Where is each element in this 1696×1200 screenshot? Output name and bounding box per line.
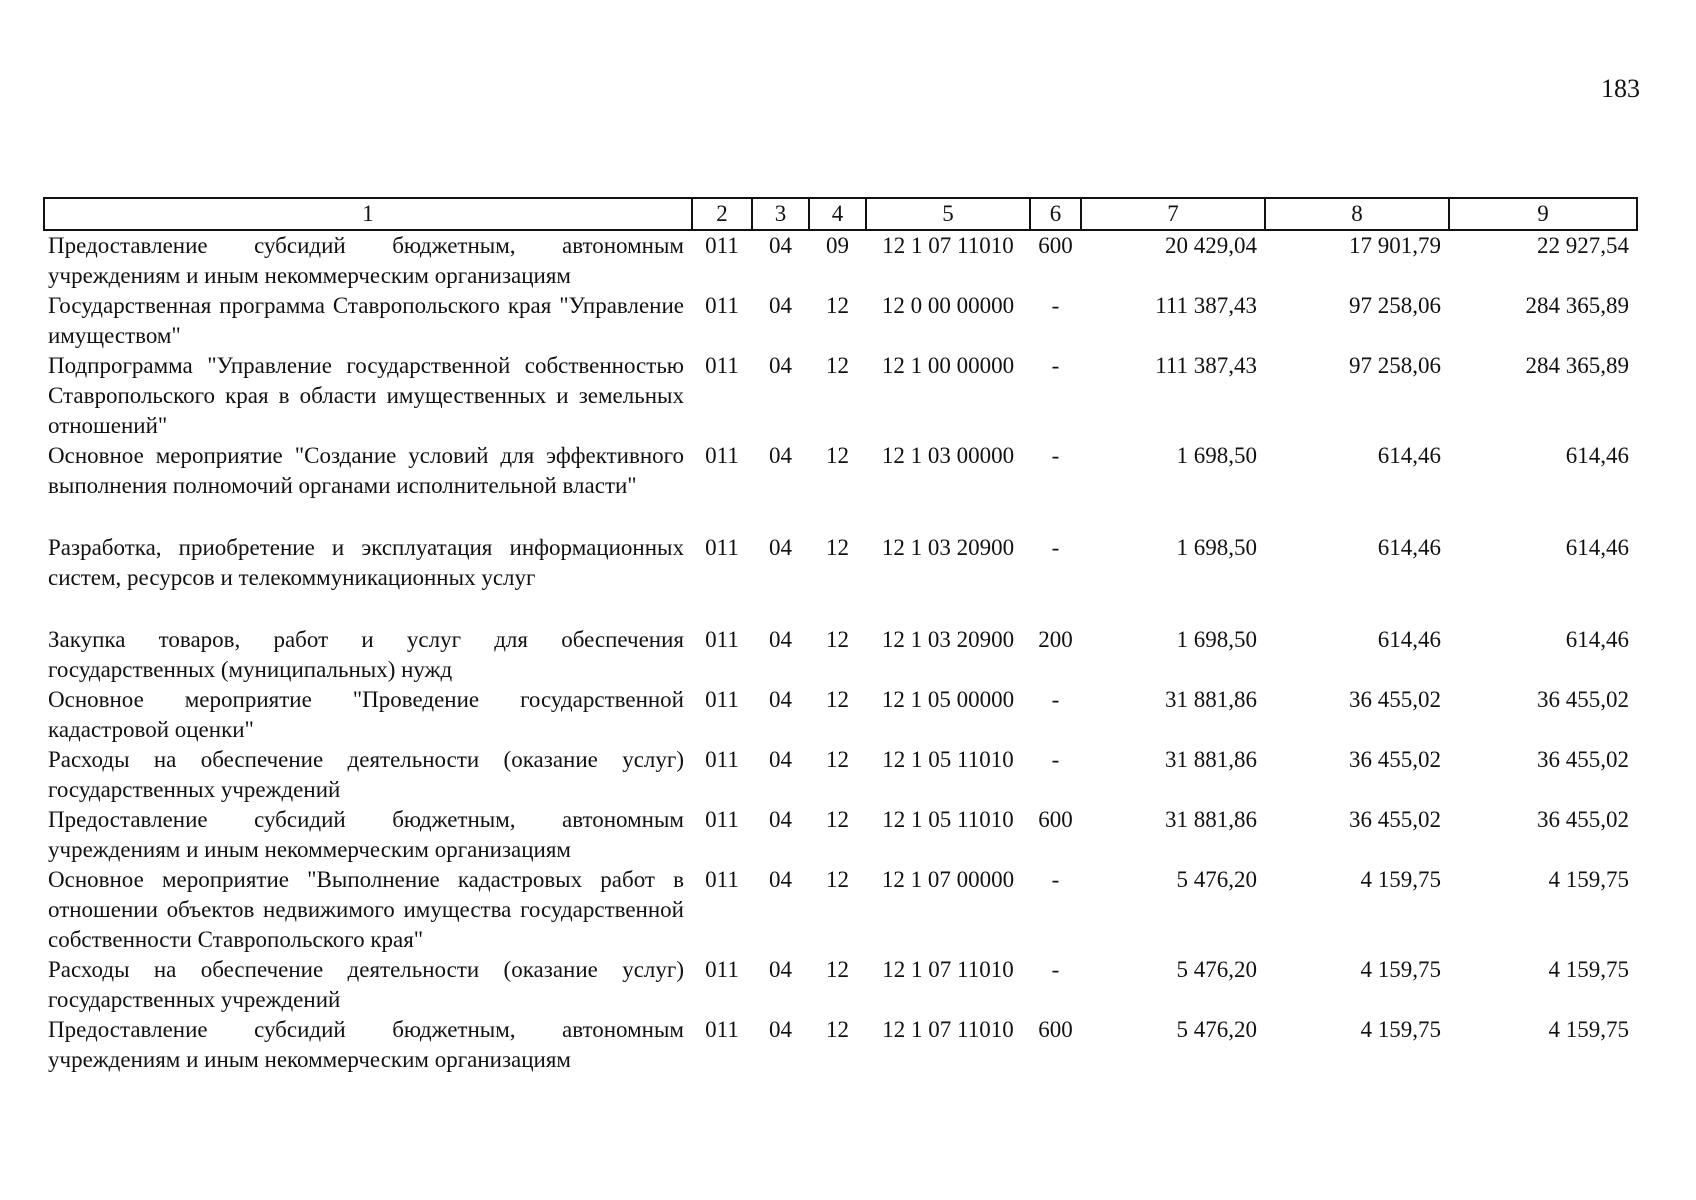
table-row — [44, 955, 1637, 1015]
amount-col-9: 614,46 — [1565, 627, 1629, 652]
header-cell: 7 — [1081, 198, 1265, 230]
amount-col-9: 36 455,02 — [1537, 807, 1629, 832]
target-code: 12 1 00 00000 — [881, 353, 1015, 378]
amount-col-7: 5 476,20 — [1176, 1017, 1257, 1042]
item-name: Государственная программа Ставропольского края "Управление имуществом" — [48, 293, 684, 348]
header-cell: 2 — [692, 198, 752, 230]
table-row — [44, 230, 1637, 291]
ministry-code: 011 — [705, 807, 739, 832]
section-code: 04 — [769, 1017, 792, 1042]
amount-col-9: 36 455,02 — [1537, 747, 1629, 772]
header-cell: 8 — [1265, 198, 1449, 230]
expense-type-code: - — [1051, 535, 1060, 560]
target-code: 12 1 07 11010 — [882, 233, 1014, 258]
amount-col-8: 17 901,79 — [1349, 233, 1441, 258]
amount-col-8: 614,46 — [1377, 443, 1441, 468]
amount-col-8: 4 159,75 — [1360, 867, 1441, 892]
target-code: 12 1 05 00000 — [881, 687, 1015, 712]
amount-col-7: 31 881,86 — [1165, 807, 1257, 832]
amount-col-9: 284 365,89 — [1525, 293, 1629, 318]
target-code: 12 1 07 00000 — [881, 867, 1015, 892]
amount-col-7: 1 698,50 — [1176, 627, 1257, 652]
header-cell: 1 — [44, 198, 692, 230]
amount-col-7: 5 476,20 — [1176, 867, 1257, 892]
ministry-code: 011 — [705, 1017, 739, 1042]
expense-type-code: - — [1051, 747, 1060, 772]
target-code: 12 1 03 20900 — [881, 627, 1015, 652]
ministry-code: 011 — [705, 747, 739, 772]
amount-col-8: 614,46 — [1377, 627, 1441, 652]
section-code: 04 — [769, 293, 792, 318]
amount-col-8: 4 159,75 — [1360, 1017, 1441, 1042]
ministry-code: 011 — [705, 687, 739, 712]
section-code: 04 — [769, 867, 792, 892]
section-code: 04 — [769, 443, 792, 468]
amount-col-8: 36 455,02 — [1349, 747, 1441, 772]
budget-table — [43, 197, 1638, 1075]
ministry-code: 011 — [705, 233, 739, 258]
amount-col-8: 36 455,02 — [1349, 687, 1441, 712]
target-code: 12 1 03 00000 — [881, 443, 1015, 468]
target-code: 12 1 05 11010 — [882, 807, 1014, 832]
expense-type-code: 600 — [1038, 1017, 1073, 1042]
subsection-code: 12 — [826, 535, 849, 560]
amount-col-8: 4 159,75 — [1360, 957, 1441, 982]
item-name: Основное мероприятие "Создание условий для эффективного выполнения полномочий органами исполнительной власти" — [48, 443, 684, 498]
ministry-code: 011 — [705, 957, 739, 982]
section-code: 04 — [769, 957, 792, 982]
header-row — [44, 198, 1637, 230]
table-row — [44, 865, 1637, 955]
header-cell: 4 — [809, 198, 866, 230]
table-row — [44, 533, 1637, 625]
subsection-code: 12 — [826, 867, 849, 892]
item-name: Подпрограмма "Управление государственной собственностью Ставропольского края в области имущественных и земельных отношений" — [48, 353, 684, 438]
table-row — [44, 441, 1637, 533]
subsection-code: 12 — [826, 747, 849, 772]
section-code: 04 — [769, 535, 792, 560]
ministry-code: 011 — [705, 443, 739, 468]
amount-col-8: 36 455,02 — [1349, 807, 1441, 832]
expense-type-code: - — [1051, 293, 1060, 318]
target-code: 12 1 03 20900 — [881, 535, 1015, 560]
expense-type-code: 600 — [1038, 233, 1073, 258]
expense-type-code: 200 — [1038, 627, 1073, 652]
amount-col-9: 284 365,89 — [1525, 353, 1629, 378]
section-code: 04 — [769, 627, 792, 652]
expense-type-code: - — [1051, 687, 1060, 712]
amount-col-9: 22 927,54 — [1537, 233, 1629, 258]
ministry-code: 011 — [705, 353, 739, 378]
section-code: 04 — [769, 747, 792, 772]
ministry-code: 011 — [705, 293, 739, 318]
ministry-code: 011 — [705, 535, 739, 560]
ministry-code: 011 — [705, 627, 739, 652]
item-name: Расходы на обеспечение деятельности (оказание услуг) государственных учреждений — [48, 747, 684, 802]
table-row — [44, 1015, 1637, 1075]
table-row — [44, 805, 1637, 865]
amount-col-7: 1 698,50 — [1176, 535, 1257, 560]
subsection-code: 12 — [826, 627, 849, 652]
expense-type-code: - — [1051, 443, 1060, 468]
amount-col-7: 31 881,86 — [1165, 747, 1257, 772]
expense-type-code: - — [1051, 957, 1060, 982]
amount-col-9: 4 159,75 — [1548, 957, 1629, 982]
amount-col-7: 111 387,43 — [1155, 293, 1257, 318]
header-cell: 3 — [752, 198, 809, 230]
target-code: 12 1 07 11010 — [882, 1017, 1014, 1042]
amount-col-9: 614,46 — [1565, 443, 1629, 468]
page-number: 183 — [1601, 74, 1640, 103]
item-name: Основное мероприятие "Проведение государственной кадастровой оценки" — [48, 687, 684, 742]
item-name: Разработка, приобретение и эксплуатация информационных систем, ресурсов и телекоммуникационных услуг — [48, 535, 684, 590]
amount-col-7: 111 387,43 — [1155, 353, 1257, 378]
item-name: Основное мероприятие "Выполнение кадастровых работ в отношении объектов недвижимого имущества государственной собственности Ставропольского края" — [48, 867, 684, 952]
header-cell: 5 — [866, 198, 1030, 230]
subsection-code: 09 — [826, 233, 849, 258]
amount-col-9: 614,46 — [1565, 535, 1629, 560]
item-name: Предоставление субсидий бюджетным, автономным учреждениям и иным некоммерческим организациям — [48, 807, 684, 862]
section-code: 04 — [769, 807, 792, 832]
subsection-code: 12 — [826, 687, 849, 712]
table-row — [44, 745, 1637, 805]
header-cell: 9 — [1449, 198, 1637, 230]
section-code: 04 — [769, 233, 792, 258]
amount-col-8: 614,46 — [1377, 535, 1441, 560]
item-name: Закупка товаров, работ и услуг для обеспечения государственных (муниципальных) нужд — [48, 627, 684, 682]
amount-col-7: 1 698,50 — [1176, 443, 1257, 468]
subsection-code: 12 — [826, 957, 849, 982]
subsection-code: 12 — [826, 443, 849, 468]
subsection-code: 12 — [826, 353, 849, 378]
header-cell: 6 — [1030, 198, 1081, 230]
expense-type-code: - — [1051, 867, 1060, 892]
subsection-code: 12 — [826, 293, 849, 318]
ministry-code: 011 — [705, 867, 739, 892]
amount-col-9: 4 159,75 — [1548, 867, 1629, 892]
target-code: 12 1 05 11010 — [882, 747, 1014, 772]
section-code: 04 — [769, 353, 792, 378]
amount-col-8: 97 258,06 — [1349, 293, 1441, 318]
table-row — [44, 291, 1637, 351]
amount-col-7: 5 476,20 — [1176, 957, 1257, 982]
expense-type-code: 600 — [1038, 807, 1073, 832]
section-code: 04 — [769, 687, 792, 712]
target-code: 12 1 07 11010 — [882, 957, 1014, 982]
table-row — [44, 685, 1637, 745]
item-name: Расходы на обеспечение деятельности (оказание услуг) государственных учреждений — [48, 957, 684, 1012]
table-row — [44, 351, 1637, 441]
amount-col-9: 36 455,02 — [1537, 687, 1629, 712]
subsection-code: 12 — [826, 1017, 849, 1042]
item-name: Предоставление субсидий бюджетным, автономным учреждениям и иным некоммерческим организациям — [48, 233, 684, 288]
subsection-code: 12 — [826, 807, 849, 832]
target-code: 12 0 00 00000 — [881, 293, 1015, 318]
amount-col-7: 31 881,86 — [1165, 687, 1257, 712]
table-row — [44, 625, 1637, 685]
amount-col-9: 4 159,75 — [1548, 1017, 1629, 1042]
expense-type-code: - — [1051, 353, 1060, 378]
item-name: Предоставление субсидий бюджетным, автономным учреждениям и иным некоммерческим организациям — [48, 1017, 684, 1072]
amount-col-8: 97 258,06 — [1349, 353, 1441, 378]
amount-col-7: 20 429,04 — [1165, 233, 1257, 258]
